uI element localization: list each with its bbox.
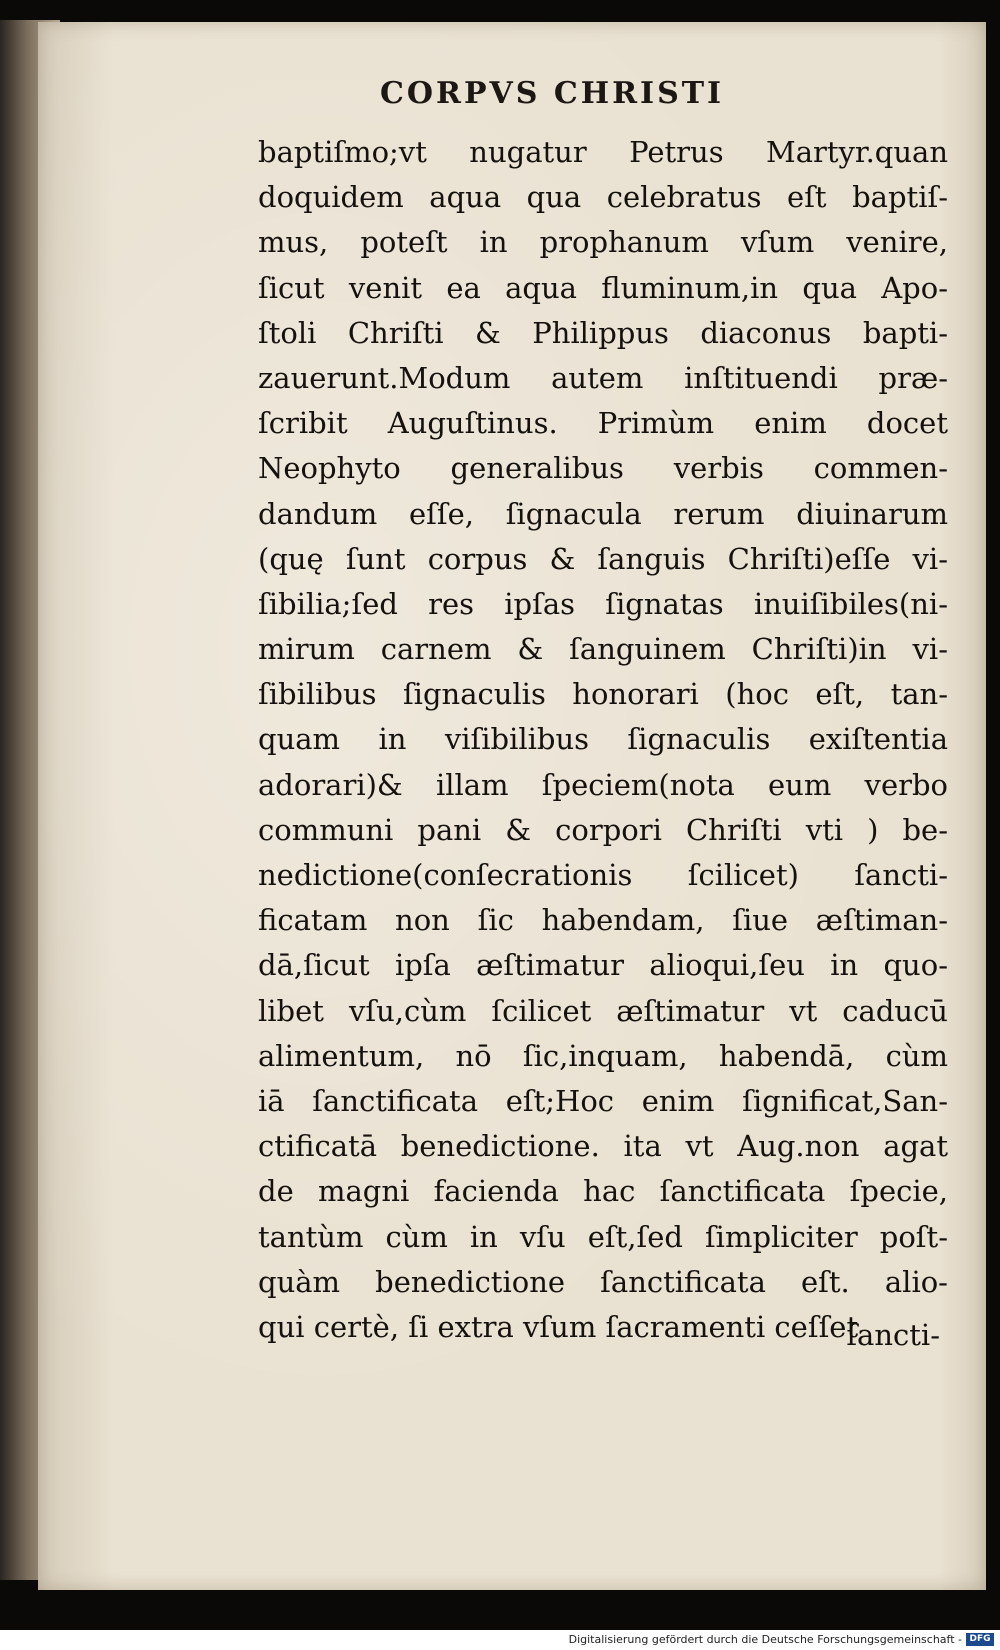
scan-bottom-border xyxy=(0,1590,1000,1630)
text-line: zauerunt.Modum autem inſtituendi præ- xyxy=(258,360,948,395)
text-line: qui certè, ſi extra vſum ſacramenti ceſſet xyxy=(258,1309,859,1344)
text-line: ctificatā benedictione. ita vt Aug.non agat xyxy=(258,1129,948,1164)
catchword: ſancti- xyxy=(846,1318,940,1352)
text-line: mus, poteſt in prophanum vſum venire, xyxy=(258,225,948,260)
text-line: dandum eſſe, ſignacula rerum diuinarum xyxy=(258,496,948,531)
text-line: libet vſu,cùm ſcilicet æſtimatur vt caducū xyxy=(258,993,948,1028)
text-line: dā,ſicut ipſa æſtimatur alioqui,ſeu in quo- xyxy=(258,948,948,983)
running-head: CORPVS CHRISTI xyxy=(380,76,725,111)
text-line: nedictione(conſecrationis ſcilicet) ſancti- xyxy=(258,858,948,892)
text-line: (quę ſunt corpus & ſanguis Chriſti)eſſe vi- xyxy=(258,541,948,576)
text-line: baptiſmo;vt nugatur Petrus Martyr.quan xyxy=(258,135,948,169)
text-line: quam in viſibilibus ſignaculis exiſtentia xyxy=(258,722,948,757)
text-line: doquidem aqua qua celebratus eſt baptiſ- xyxy=(258,180,948,215)
text-line: ſibilia;ſed res ipſas ſignatas inuiſibiles(ni- xyxy=(258,586,948,621)
text-line: de magni facienda hac ſanctificata ſpecie, xyxy=(258,1174,948,1209)
text-line: ſibilibus ſignaculis honorari (hoc eſt, tan- xyxy=(258,677,948,712)
text-line: adorari)& illam ſpeciem(nota eum verbo xyxy=(258,767,948,802)
dfg-logo-icon[interactable]: DFG xyxy=(966,1633,994,1646)
text-line: quàm benedictione ſanctificata eſt. alio- xyxy=(258,1264,948,1299)
text-line: mirum carnem & ſanguinem Chriſti)in vi- xyxy=(258,632,948,667)
text-line: alimentum, nō ſic,inquam, habendā, cùm xyxy=(258,1038,948,1073)
body-text xyxy=(258,130,948,1350)
text-line: ſtoli Chriſti & Philippus diaconus bapti- xyxy=(258,315,948,350)
text-line: tantùm cùm in vſu eſt,ſed ſimpliciter poſt- xyxy=(258,1219,948,1254)
text-line: ſcribit Auguſtinus. Primùm enim docet xyxy=(258,406,948,441)
text-line: iā ſanctificata eſt;Hoc enim ſignificat,San- xyxy=(258,1083,948,1118)
text-line: ficatam non ſic habendam, ſiue æſtiman- xyxy=(258,903,948,938)
text-line: ſicut venit ea aqua fluminum,in qua Apo- xyxy=(258,270,948,305)
funding-note: Digitalisierung gefördert durch die Deutsche Forschungsgemeinschaft - xyxy=(568,1633,962,1646)
text-line: communi pani & corpori Chriſti vti ) be- xyxy=(258,812,948,847)
text-line: Neophyto generalibus verbis commen- xyxy=(258,451,948,486)
